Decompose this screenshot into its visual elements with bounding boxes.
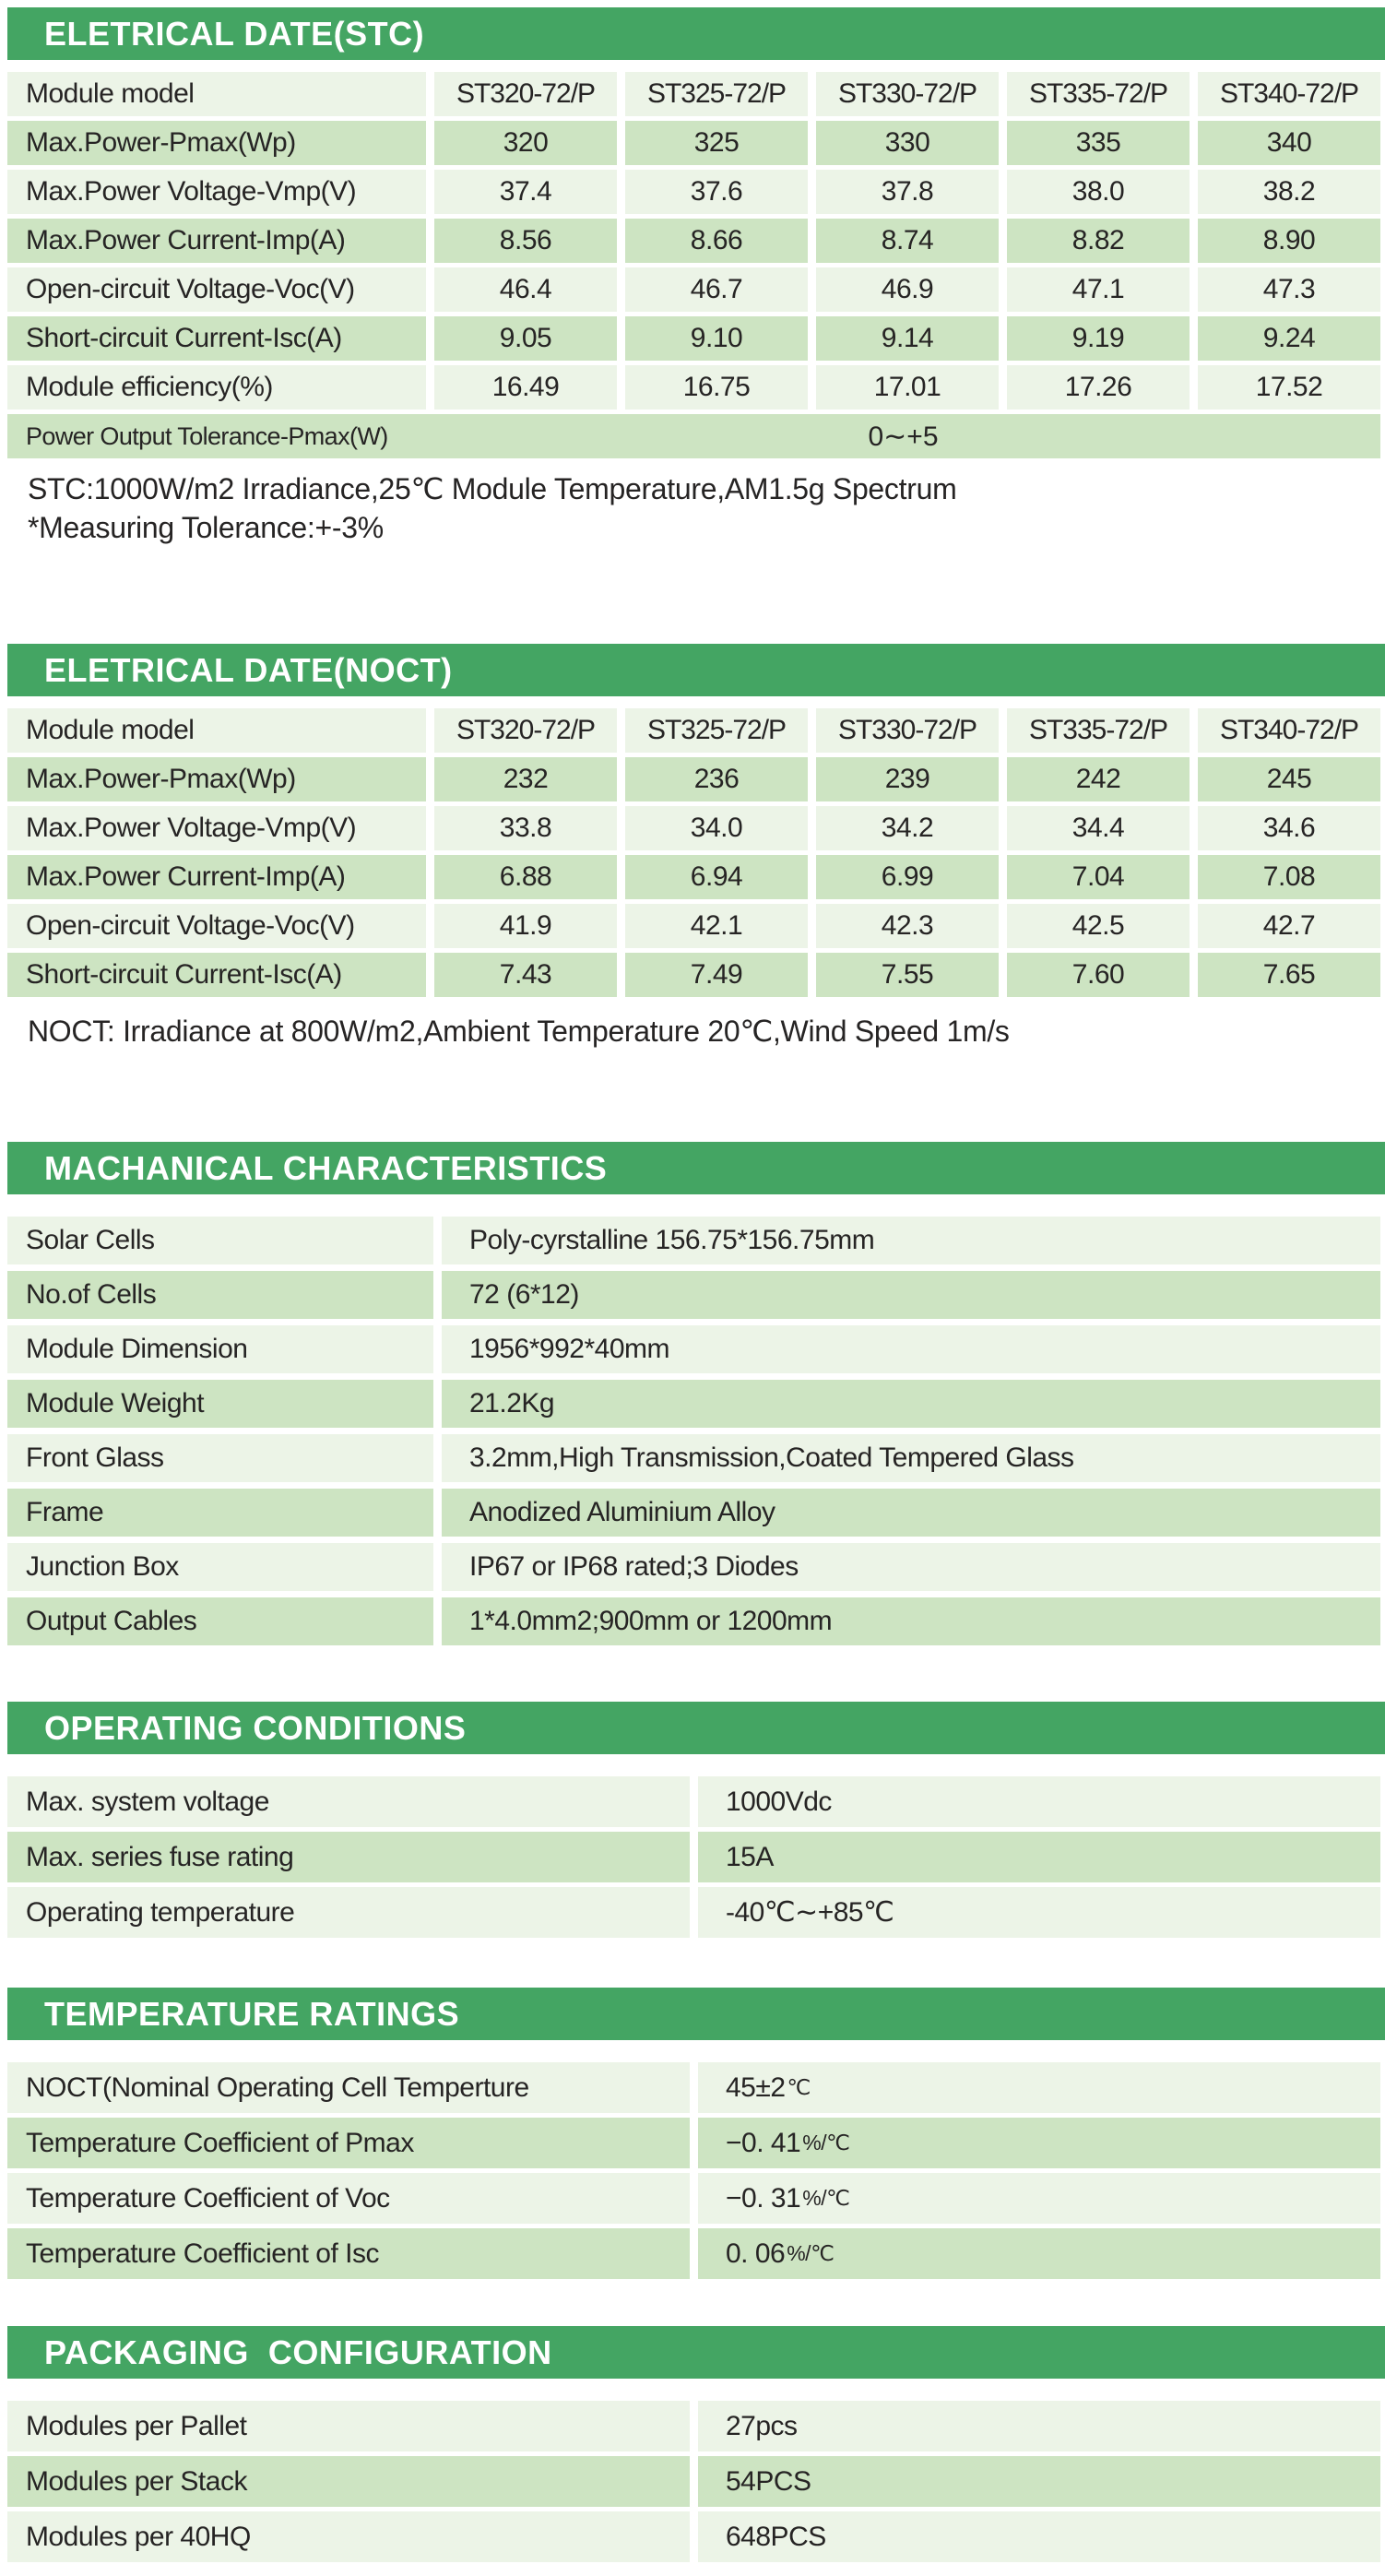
cell-value: 17.01 [816,365,999,410]
operating-table [7,1776,1380,1938]
table-row [7,2511,1380,2562]
mechanical-table [7,1217,1380,1645]
row-label: Temperature Coefficient of Pmax [7,2118,690,2168]
cell-value: 1956*992*40mm [442,1325,1380,1373]
table-row [7,1887,1380,1938]
noct-table [7,708,1380,997]
cell-value: 245 [1198,757,1380,801]
row-label: Power Output Tolerance-Pmax(W) [26,421,388,450]
cell-value: 325 [625,121,808,165]
section-header-packaging: PACKAGING CONFIGURATION [7,2326,1385,2379]
cell-value [698,2118,1380,2168]
cell-value: 1*4.0mm2;900mm or 1200mm [442,1597,1380,1645]
row-label: Max.Power-Pmax(Wp) [7,121,426,165]
cell-value [698,2173,1380,2224]
section-header-mechanical: MACHANICAL CHARACTERISTICS [7,1142,1385,1194]
cell-value: 34.4 [1007,806,1190,850]
table-row [7,170,1380,214]
section-header-operating: OPERATING CONDITIONS [7,1702,1385,1754]
note-line: *Measuring Tolerance:+-3% [28,511,384,544]
row-label: Modules per Stack [7,2456,690,2507]
cell-value: 72 (6*12) [442,1271,1380,1319]
cell-value: 37.6 [625,170,808,214]
row-label: Frame [7,1489,433,1537]
cell-value: 38.0 [1007,170,1190,214]
table-row [7,1832,1380,1882]
cell-value: 648PCS [698,2511,1380,2562]
value-number: 0. 06 [726,2238,786,2269]
cell-value: 9.10 [625,316,808,361]
temperature-table [7,2062,1380,2279]
cell-value: 38.2 [1198,170,1380,214]
cell-value: 3.2mm,High Transmission,Coated Tempered Glass [442,1434,1380,1482]
cell-value: 42.3 [816,904,999,948]
section-electrical-stc [0,7,1385,547]
cell-value: 340 [1198,121,1380,165]
packaging-table [7,2401,1380,2562]
row-label: Front Glass [7,1434,433,1482]
cell-value: 34.2 [816,806,999,850]
cell-value: 236 [625,757,808,801]
cell-value: 330 [816,121,999,165]
cell-value: -40℃∼+85℃ [698,1887,1380,1938]
section-header-temperature: TEMPERATURE RATINGS [7,1988,1385,2040]
section-header-stc: ELETRICAL DATE(STC) [7,7,1385,60]
cell-value: IP67 or IP68 rated;3 Diodes [442,1543,1380,1591]
cell-value: 0∼+5 [868,421,939,452]
row-label: Max. series fuse rating [7,1832,690,1882]
cell-value: 9.05 [434,316,617,361]
cell-value: 21.2Kg [442,1380,1380,1428]
table-row [7,806,1380,850]
table-row [7,365,1380,410]
cell-value: 42.1 [625,904,808,948]
section-mechanical [0,1142,1385,1645]
value-number: −0. 41 [726,2127,801,2158]
section-operating [0,1702,1385,1938]
cell-value: 33.8 [434,806,617,850]
table-row [7,121,1380,165]
section-header-noct: ELETRICAL DATE(NOCT) [7,644,1385,696]
cell-value: 8.90 [1198,219,1380,263]
cell-value [698,2228,1380,2279]
model-name: ST335-72/P [1007,708,1190,753]
table-row [7,855,1380,899]
table-row [7,708,1380,753]
table-row [7,2228,1380,2279]
cell-value: 9.14 [816,316,999,361]
table-row [7,757,1380,801]
table-row [7,1325,1380,1373]
model-name: ST320-72/P [434,708,617,753]
row-label: Short-circuit Current-Isc(A) [7,953,426,997]
cell-value: 335 [1007,121,1190,165]
row-label: Short-circuit Current-Isc(A) [7,316,426,361]
table-row [7,904,1380,948]
cell-value: 27pcs [698,2401,1380,2451]
row-label: Max. system voltage [7,1776,690,1827]
cell-value: 7.65 [1198,953,1380,997]
cell-value: 54PCS [698,2456,1380,2507]
row-label: Max.Power-Pmax(Wp) [7,757,426,801]
row-label: Open-circuit Voltage-Voc(V) [7,904,426,948]
row-label: Temperature Coefficient of Isc [7,2228,690,2279]
cell-value: 46.7 [625,267,808,312]
cell-value: 6.94 [625,855,808,899]
table-row [7,1271,1380,1319]
section-temperature [0,1988,1385,2279]
table-row [7,1597,1380,1645]
table-row [7,1380,1380,1428]
cell-value: 17.52 [1198,365,1380,410]
cell-value: 232 [434,757,617,801]
cell-value: 7.60 [1007,953,1190,997]
row-label: Operating temperature [7,1887,690,1938]
row-label: Module Dimension [7,1325,433,1373]
model-name: ST340-72/P [1198,708,1380,753]
table-row [7,1543,1380,1591]
table-row [7,1776,1380,1827]
row-label: Module Weight [7,1380,433,1428]
cell-value: 34.0 [625,806,808,850]
row-label: No.of Cells [7,1271,433,1319]
cell-value: 7.49 [625,953,808,997]
table-row [7,1434,1380,1482]
table-row [7,219,1380,263]
note-line: STC:1000W/m2 Irradiance,25℃ Module Temperature,AM1.5g Spectrum [28,472,957,505]
model-name: ST330-72/P [816,708,999,753]
row-label: Junction Box [7,1543,433,1591]
value-unit: %/℃ [802,2186,850,2210]
cell-value: 42.5 [1007,904,1190,948]
value-number: 45±2 [726,2071,786,2103]
table-row [7,1217,1380,1264]
cell-value: 34.6 [1198,806,1380,850]
cell-value: 37.4 [434,170,617,214]
note-line: NOCT: Irradiance at 800W/m2,Ambient Temperature 20℃,Wind Speed 1m/s [28,1015,1010,1048]
cell-value: 8.66 [625,219,808,263]
table-row [7,2173,1380,2224]
cell-value: 46.9 [816,267,999,312]
cell-value: 9.19 [1007,316,1190,361]
row-label: Module model [7,72,426,116]
stc-table [7,72,1380,458]
cell-value: 7.04 [1007,855,1190,899]
value-unit: %/℃ [802,2131,850,2155]
cell-value: 16.49 [434,365,617,410]
cell-value: 9.24 [1198,316,1380,361]
row-label: Solar Cells [7,1217,433,1264]
cell-value: 7.43 [434,953,617,997]
table-row [7,72,1380,116]
cell-value: 8.82 [1007,219,1190,263]
row-label: Temperature Coefficient of Voc [7,2173,690,2224]
cell-value: 15A [698,1832,1380,1882]
table-row [7,2062,1380,2113]
tolerance-row [7,414,1380,458]
cell-value: Anodized Aluminium Alloy [442,1489,1380,1537]
cell-value: 1000Vdc [698,1776,1380,1827]
cell-value: Poly-cyrstalline 156.75*156.75mm [442,1217,1380,1264]
row-label: NOCT(Nominal Operating Cell Temperture [7,2062,690,2113]
model-name: ST325-72/P [625,72,808,116]
cell-value: 47.1 [1007,267,1190,312]
cell-value: 6.99 [816,855,999,899]
table-row [7,2118,1380,2168]
table-row [7,316,1380,361]
cell-value: 8.74 [816,219,999,263]
row-label: Module model [7,708,426,753]
cell-value: 47.3 [1198,267,1380,312]
table-row [7,267,1380,312]
table-row [7,2456,1380,2507]
cell-value: 7.55 [816,953,999,997]
value-number: −0. 31 [726,2182,801,2214]
cell-value: 239 [816,757,999,801]
model-name: ST340-72/P [1198,72,1380,116]
row-label: Max.Power Voltage-Vmp(V) [7,170,426,214]
row-label: Max.Power Voltage-Vmp(V) [7,806,426,850]
value-unit: ℃ [787,2075,811,2099]
row-label: Modules per 40HQ [7,2511,690,2562]
section-electrical-noct [0,644,1385,1051]
cell-value: 8.56 [434,219,617,263]
cell-value: 46.4 [434,267,617,312]
row-label: Open-circuit Voltage-Voc(V) [7,267,426,312]
cell-value: 42.7 [1198,904,1380,948]
cell-value: 41.9 [434,904,617,948]
cell-value: 6.88 [434,855,617,899]
cell-value: 242 [1007,757,1190,801]
model-name: ST330-72/P [816,72,999,116]
model-name: ST335-72/P [1007,72,1190,116]
table-row [7,1489,1380,1537]
value-unit: %/℃ [787,2241,835,2265]
noct-notes [28,1012,1380,1051]
cell-value: 7.08 [1198,855,1380,899]
model-name: ST320-72/P [434,72,617,116]
model-name: ST325-72/P [625,708,808,753]
row-label: Modules per Pallet [7,2401,690,2451]
cell-value: 320 [434,121,617,165]
cell-value [698,2062,1380,2113]
row-label: Module efficiency(%) [7,365,426,410]
row-label: Max.Power Current-Imp(A) [7,855,426,899]
cell-value: 16.75 [625,365,808,410]
table-row [7,2401,1380,2451]
cell-value: 17.26 [1007,365,1190,410]
section-packaging [0,2326,1385,2562]
row-label: Output Cables [7,1597,433,1645]
table-row [7,953,1380,997]
stc-notes [28,469,1380,547]
row-label: Max.Power Current-Imp(A) [7,219,426,263]
cell-value: 37.8 [816,170,999,214]
